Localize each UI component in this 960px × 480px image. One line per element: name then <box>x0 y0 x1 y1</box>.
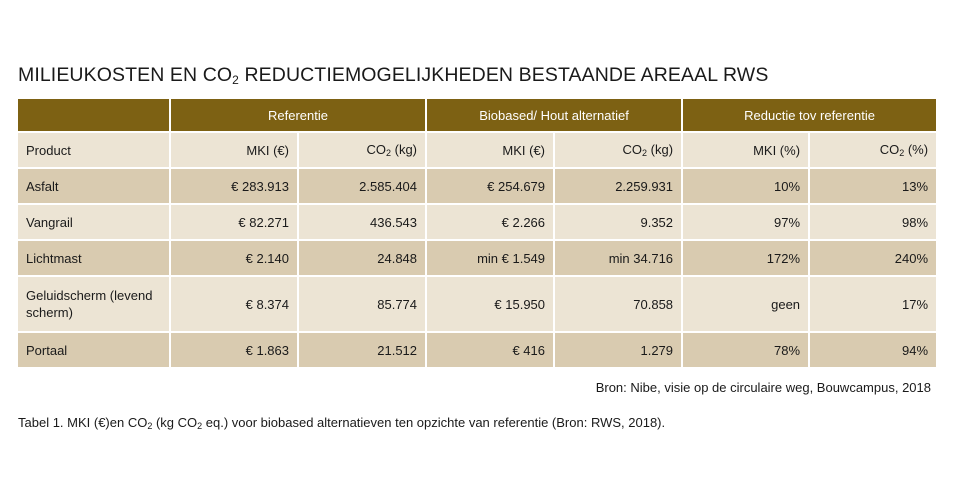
col-bio-co2: $CO_2$ (kg) <box>554 132 682 168</box>
row-value: min 34.716 <box>554 240 682 276</box>
row-value: 172% <box>682 240 809 276</box>
table-row-lichtmast <box>18 240 936 276</box>
row-value: 240% <box>809 240 936 276</box>
row-value: € 2.140 <box>170 240 298 276</box>
col-red-co2: $CO_2$ (%) <box>809 132 936 168</box>
row-value: 97% <box>682 204 809 240</box>
row-value: € 416 <box>426 332 554 367</box>
row-value: € 8.374 <box>170 276 298 332</box>
row-value: 2.259.931 <box>554 168 682 204</box>
row-value: € 15.950 <box>426 276 554 332</box>
table-row-portaal <box>18 332 936 367</box>
row-value: 21.512 <box>298 332 426 367</box>
col-product: Product <box>18 132 170 168</box>
group-referentie: Referentie <box>170 99 426 132</box>
col-ref-mki: MKI (€) <box>170 132 298 168</box>
row-value: 70.858 <box>554 276 682 332</box>
row-value: € 1.863 <box>170 332 298 367</box>
mki-co2-table <box>18 99 936 367</box>
row-value: € 254.679 <box>426 168 554 204</box>
row-value: 1.279 <box>554 332 682 367</box>
column-header-row <box>18 132 936 168</box>
col-red-mki: MKI (%) <box>682 132 809 168</box>
table-caption: Tabel 1. MKI (€)en $CO_2$ (kg $CO_2$ eq.) voor biobased alternatieven ten opzichte van referentie (Bron: RWS, 2018). <box>18 415 666 431</box>
row-value: 78% <box>682 332 809 367</box>
table-title: MILIEUKOSTEN EN $CO_2$ REDUCTIEMOGELIJKHEDEN BESTAANDE AREAAL RWS <box>18 64 769 87</box>
row-product: Portaal <box>18 332 170 367</box>
row-value: 85.774 <box>298 276 426 332</box>
row-value: € 2.266 <box>426 204 554 240</box>
source-note: Bron: Nibe, visie op de circulaire weg, Bouwcampus, 2018 <box>595 380 931 395</box>
col-bio-mki: MKI (€) <box>426 132 554 168</box>
group-header-empty <box>18 99 170 132</box>
row-value: geen <box>682 276 809 332</box>
table-row-asfalt <box>18 168 936 204</box>
table-row-geluidscherm <box>18 276 936 332</box>
row-value: 9.352 <box>554 204 682 240</box>
group-reductie: Reductie tov referentie <box>682 99 936 132</box>
row-product: Asfalt <box>18 168 170 204</box>
row-value: 2.585.404 <box>298 168 426 204</box>
row-value: 98% <box>809 204 936 240</box>
row-product: Lichtmast <box>18 240 170 276</box>
row-value: 94% <box>809 332 936 367</box>
group-biobased: Biobased/ Hout alternatief <box>426 99 682 132</box>
table-row-vangrail <box>18 204 936 240</box>
row-value: min € 1.549 <box>426 240 554 276</box>
col-ref-co2: $CO_2$ (kg) <box>298 132 426 168</box>
row-value: 13% <box>809 168 936 204</box>
row-value: € 82.271 <box>170 204 298 240</box>
row-value: 436.543 <box>298 204 426 240</box>
row-value: € 283.913 <box>170 168 298 204</box>
row-value: 10% <box>682 168 809 204</box>
row-product: Vangrail <box>18 204 170 240</box>
row-value: 17% <box>809 276 936 332</box>
group-header-row <box>18 99 936 132</box>
row-product: Geluidscherm (levend scherm) <box>18 276 170 332</box>
row-value: 24.848 <box>298 240 426 276</box>
